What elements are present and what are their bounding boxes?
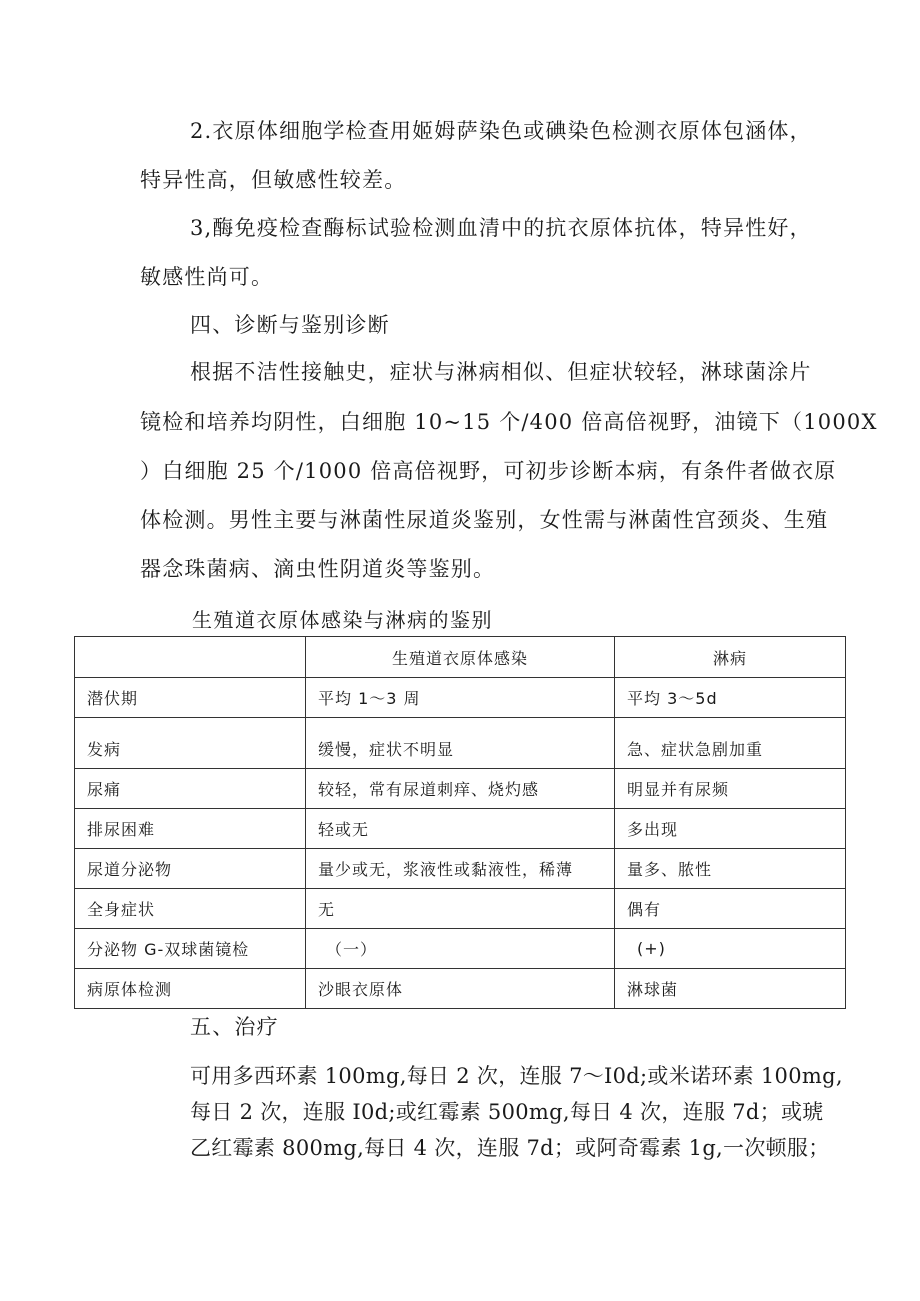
table-cell: 量多、脓性	[615, 849, 846, 889]
text-line: ）白细胞 25 个/1000 倍高倍视野，可初步诊断本病，有条件者做衣原	[140, 459, 837, 483]
table-cell: 偶有	[615, 889, 846, 929]
table-cell: 尿道分泌物	[75, 849, 306, 889]
table-cell: 平均 1～3 周	[306, 678, 615, 718]
text-line: 镜检和培养均阴性，白细胞 10~15 个/400 倍高倍视野，油镜下（1000X	[140, 410, 878, 434]
table-cell: 病原体检测	[75, 969, 306, 1009]
table-cell: （一）	[306, 929, 615, 969]
table-cell: 分泌物 G-双球菌镜检	[75, 929, 306, 969]
table-cell: 潜伏期	[75, 678, 306, 718]
table-cell: 尿痛	[75, 769, 306, 809]
text-line: 器念珠菌病、滴虫性阴道炎等鉴别。	[140, 557, 496, 581]
table-row	[75, 769, 846, 809]
table-row	[75, 889, 846, 929]
table-cell: 明显并有尿频	[615, 769, 846, 809]
table-cell: 缓慢，症状不明显	[306, 718, 615, 769]
table-cell: 较轻，常有尿道刺痒、烧灼感	[306, 769, 615, 809]
table-row	[75, 718, 846, 769]
table-cell: (+)	[615, 929, 846, 969]
table-cell: 发病	[75, 718, 306, 769]
differential-table	[74, 636, 846, 1009]
text-line: 每日 2 次，连服 I0d;或红霉素 500mg,每日 4 次，连服 7d；或琥	[190, 1100, 824, 1124]
table-cell: 排尿困难	[75, 809, 306, 849]
table-row	[75, 849, 846, 889]
text-line: 乙红霉素 800mg,每日 4 次，连服 7d；或阿奇霉素 1g,一次顿服；	[190, 1136, 830, 1160]
text-line: 2.衣原体细胞学检查用姬姆萨染色或碘染色检测衣原体包涵体，	[190, 119, 812, 143]
table-header-cell	[75, 637, 306, 678]
table-cell: 淋球菌	[615, 969, 846, 1009]
table-row	[75, 969, 846, 1009]
table-header-cell: 生殖道衣原体感染	[306, 637, 615, 678]
text-line: 特异性高，但敏感性较差。	[140, 168, 407, 192]
text-line: 敏感性尚可。	[140, 265, 274, 289]
text-line: 根据不洁性接触史，症状与淋病相似、但症状较轻，淋球菌涂片	[190, 360, 812, 384]
section-heading-treatment: 五、治疗	[190, 1015, 279, 1039]
section-heading-diagnosis: 四、诊断与鉴别诊断	[190, 313, 390, 337]
table-header-row	[75, 637, 846, 678]
table-cell: 沙眼衣原体	[306, 969, 615, 1009]
table-row	[75, 678, 846, 718]
text-line: 3,酶免疫检查酶标试验检测血清中的抗衣原体抗体，特异性好，	[190, 216, 812, 240]
table-cell: 量少或无，浆液性或黏液性，稀薄	[306, 849, 615, 889]
table-caption: 生殖道衣原体感染与淋病的鉴别	[192, 608, 493, 632]
table-cell: 急、症状急剧加重	[615, 718, 846, 769]
table-cell: 轻或无	[306, 809, 615, 849]
text-line: 体检测。男性主要与淋菌性尿道炎鉴别，女性需与淋菌性宫颈炎、生殖	[140, 508, 829, 532]
table-cell: 无	[306, 889, 615, 929]
table-cell: 多出现	[615, 809, 846, 849]
table-header-cell: 淋病	[615, 637, 846, 678]
table-row	[75, 929, 846, 969]
table-cell: 平均 3～5d	[615, 678, 846, 718]
table-row	[75, 809, 846, 849]
table-cell: 全身症状	[75, 889, 306, 929]
text-line: 可用多西环素 100mg,每日 2 次，连服 7～I0d;或米诺环素 100mg,	[190, 1064, 843, 1088]
